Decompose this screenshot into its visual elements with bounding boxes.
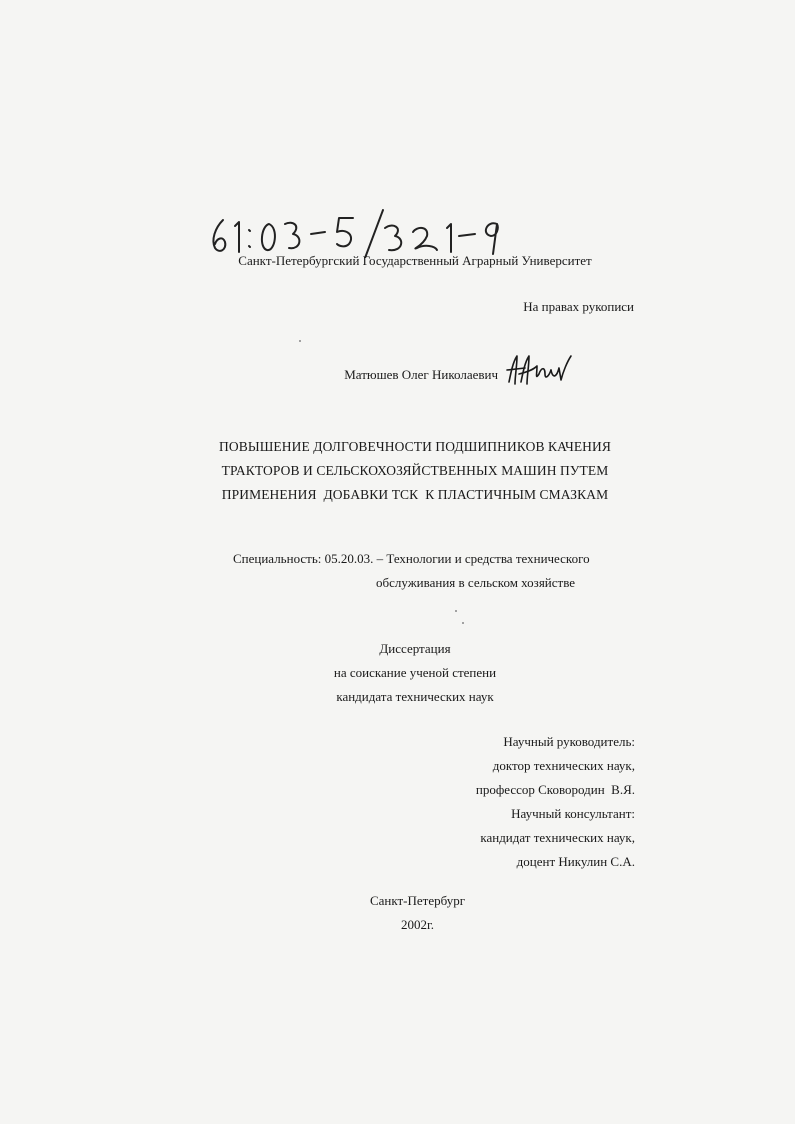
dissertation-label: Диссертация bbox=[379, 641, 451, 656]
degree-purpose: на соискание ученой степени bbox=[333, 665, 497, 680]
title-line-1: ПОВЫШЕНИЕ ДОЛГОВЕЧНОСТИ ПОДШИПНИКОВ КАЧЕНИЯ bbox=[219, 439, 611, 454]
title-line-3: ПРИМЕНЕНИЯ ДОБАВКИ ТСК К ПЛАСТИЧНЫМ СМАЗКАМ bbox=[221, 487, 609, 502]
author-name: Матюшев Олег Николаевич bbox=[344, 367, 498, 382]
supervisor-heading: Научный руководитель: bbox=[503, 734, 635, 749]
specialty-line-1: Специальность: 05.20.03. – Технологии и средства технического bbox=[233, 551, 590, 566]
consultant-heading: Научный консультант: bbox=[511, 806, 635, 821]
university-name: Санкт-Петербургский Государственный Аграрный Университет bbox=[238, 253, 592, 268]
supervisor-name: профессор Сковородин В.Я. bbox=[475, 782, 635, 797]
scan-speck bbox=[299, 340, 301, 342]
scan-speck bbox=[455, 610, 457, 612]
scan-speck bbox=[462, 622, 464, 624]
author-signature bbox=[505, 352, 575, 386]
manuscript-rights-note: На правах рукописи bbox=[523, 299, 634, 314]
specialty-line-2: обслуживания в сельском хозяйстве bbox=[376, 575, 576, 590]
degree-name: кандидата технических наук bbox=[336, 689, 494, 704]
title-line-2: ТРАКТОРОВ И СЕЛЬСКОХОЗЯЙСТВЕННЫХ МАШИН ПУТЕМ bbox=[221, 463, 609, 478]
consultant-degree: кандидат технических наук, bbox=[480, 830, 635, 845]
city: Санкт-Петербург bbox=[369, 893, 466, 908]
year: 2002г. bbox=[400, 917, 435, 932]
supervisor-degree: доктор технических наук, bbox=[492, 758, 635, 773]
handwritten-catalog-number bbox=[205, 206, 510, 258]
consultant-name: доцент Никулин С.А. bbox=[516, 854, 635, 869]
dissertation-title bbox=[160, 435, 670, 507]
